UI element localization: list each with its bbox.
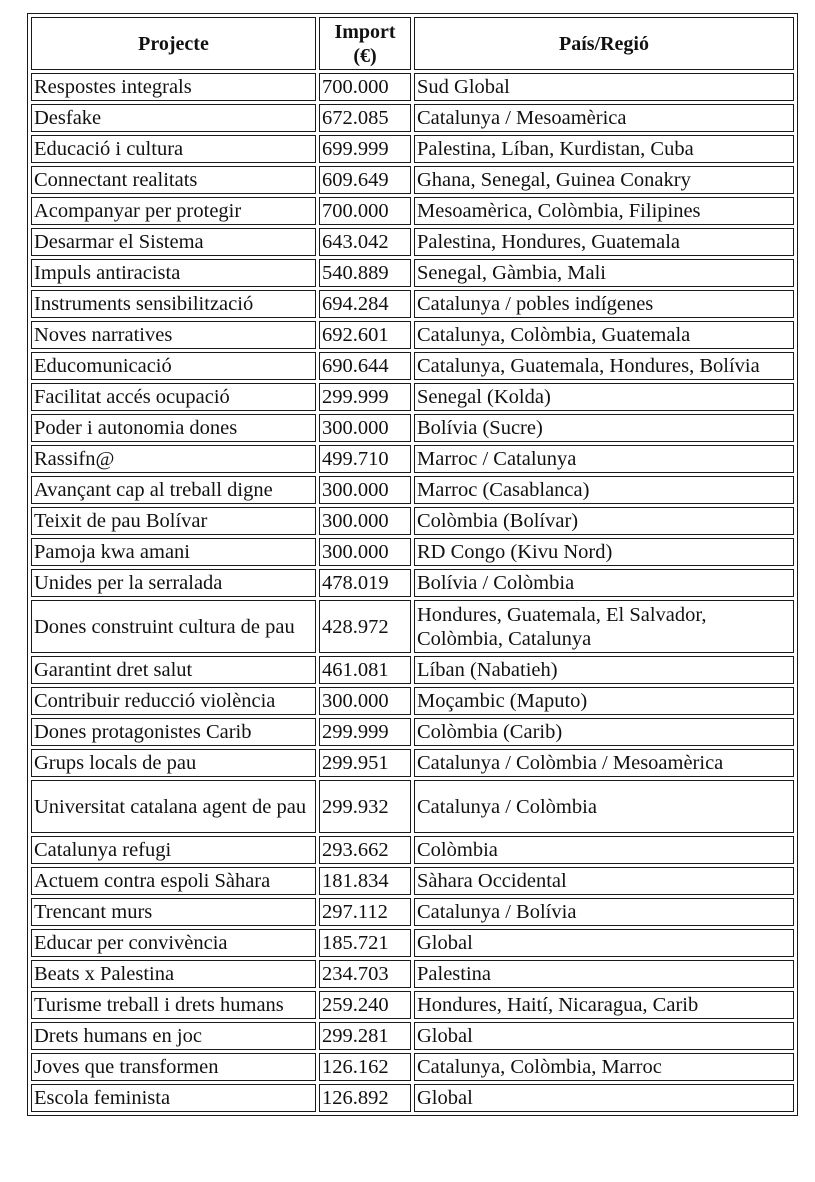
cell-amount: 428.972 <box>319 600 411 653</box>
table-row <box>31 991 794 1019</box>
cell-region: RD Congo (Kivu Nord) <box>414 538 794 566</box>
table-row <box>31 166 794 194</box>
table-row <box>31 104 794 132</box>
cell-region: Marroc / Catalunya <box>414 445 794 473</box>
table-row <box>31 290 794 318</box>
cell-amount: 609.649 <box>319 166 411 194</box>
table-row <box>31 898 794 926</box>
cell-amount: 126.162 <box>319 1053 411 1081</box>
cell-region: Global <box>414 1022 794 1050</box>
cell-amount: 672.085 <box>319 104 411 132</box>
table-row <box>31 445 794 473</box>
cell-amount: 699.999 <box>319 135 411 163</box>
projects-table <box>27 13 798 1116</box>
cell-amount: 299.999 <box>319 383 411 411</box>
cell-region: Catalunya, Colòmbia, Marroc <box>414 1053 794 1081</box>
table-row <box>31 197 794 225</box>
table-header-row <box>31 17 794 70</box>
cell-project: Impuls antiracista <box>31 259 316 287</box>
cell-region: Catalunya / Colòmbia <box>414 780 794 833</box>
table-row <box>31 414 794 442</box>
table-row <box>31 259 794 287</box>
cell-region: Colòmbia <box>414 836 794 864</box>
table-row <box>31 718 794 746</box>
cell-project: Instruments sensibilització <box>31 290 316 318</box>
header-project: Projecte <box>31 17 316 70</box>
cell-project: Desarmar el Sistema <box>31 228 316 256</box>
cell-amount: 300.000 <box>319 476 411 504</box>
table-row <box>31 656 794 684</box>
cell-project: Rassifn@ <box>31 445 316 473</box>
cell-amount: 690.644 <box>319 352 411 380</box>
cell-project: Connectant realitats <box>31 166 316 194</box>
cell-amount: 181.834 <box>319 867 411 895</box>
cell-project: Joves que transformen <box>31 1053 316 1081</box>
cell-region: Catalunya / Mesoamèrica <box>414 104 794 132</box>
table-row <box>31 321 794 349</box>
cell-region: Bolívia (Sucre) <box>414 414 794 442</box>
cell-project: Actuem contra espoli Sàhara <box>31 867 316 895</box>
cell-amount: 700.000 <box>319 197 411 225</box>
cell-project: Respostes integrals <box>31 73 316 101</box>
table-row <box>31 73 794 101</box>
cell-amount: 299.281 <box>319 1022 411 1050</box>
cell-project: Turisme treball i drets humans <box>31 991 316 1019</box>
cell-project: Poder i autonomia dones <box>31 414 316 442</box>
cell-amount: 300.000 <box>319 507 411 535</box>
cell-region: Palestina, Hondures, Guatemala <box>414 228 794 256</box>
cell-region: Hondures, Haití, Nicaragua, Carib <box>414 991 794 1019</box>
cell-amount: 300.000 <box>319 687 411 715</box>
header-region: País/Regió <box>414 17 794 70</box>
cell-region: Líban (Nabatieh) <box>414 656 794 684</box>
table-row <box>31 1084 794 1112</box>
cell-amount: 478.019 <box>319 569 411 597</box>
cell-region: Catalunya / Bolívia <box>414 898 794 926</box>
cell-project: Acompanyar per protegir <box>31 197 316 225</box>
cell-project: Dones protagonistes Carib <box>31 718 316 746</box>
cell-project: Universitat catalana agent de pau <box>31 780 316 833</box>
table-row <box>31 780 794 833</box>
cell-region: Colòmbia (Bolívar) <box>414 507 794 535</box>
table-row <box>31 228 794 256</box>
table-row <box>31 749 794 777</box>
cell-region: Catalunya / Colòmbia / Mesoamèrica <box>414 749 794 777</box>
cell-amount: 300.000 <box>319 538 411 566</box>
cell-amount: 540.889 <box>319 259 411 287</box>
cell-project: Beats x Palestina <box>31 960 316 988</box>
cell-region: Marroc (Casablanca) <box>414 476 794 504</box>
cell-amount: 126.892 <box>319 1084 411 1112</box>
cell-project: Educació i cultura <box>31 135 316 163</box>
cell-region: Catalunya, Colòmbia, Guatemala <box>414 321 794 349</box>
cell-amount: 694.284 <box>319 290 411 318</box>
cell-project: Avançant cap al treball digne <box>31 476 316 504</box>
cell-amount: 299.999 <box>319 718 411 746</box>
cell-project: Grups locals de pau <box>31 749 316 777</box>
cell-region: Ghana, Senegal, Guinea Conakry <box>414 166 794 194</box>
table-row <box>31 867 794 895</box>
cell-project: Escola feminista <box>31 1084 316 1112</box>
cell-region: Hondures, Guatemala, El Salvador, Colòmbia, Catalunya <box>414 600 794 653</box>
table-row <box>31 135 794 163</box>
cell-amount: 297.112 <box>319 898 411 926</box>
cell-region: Global <box>414 1084 794 1112</box>
table-row <box>31 507 794 535</box>
cell-project: Garantint dret salut <box>31 656 316 684</box>
table-row <box>31 929 794 957</box>
cell-region: Sud Global <box>414 73 794 101</box>
cell-region: Senegal, Gàmbia, Mali <box>414 259 794 287</box>
table-row <box>31 836 794 864</box>
cell-region: Mesoamèrica, Colòmbia, Filipines <box>414 197 794 225</box>
cell-region: Colòmbia (Carib) <box>414 718 794 746</box>
cell-amount: 299.932 <box>319 780 411 833</box>
cell-project: Drets humans en joc <box>31 1022 316 1050</box>
cell-amount: 293.662 <box>319 836 411 864</box>
cell-project: Trencant murs <box>31 898 316 926</box>
cell-region: Sàhara Occidental <box>414 867 794 895</box>
cell-region: Catalunya / pobles indígenes <box>414 290 794 318</box>
table-row <box>31 960 794 988</box>
table-row <box>31 383 794 411</box>
cell-amount: 692.601 <box>319 321 411 349</box>
cell-amount: 259.240 <box>319 991 411 1019</box>
cell-region: Palestina <box>414 960 794 988</box>
cell-amount: 299.951 <box>319 749 411 777</box>
projects-table-container <box>27 13 798 1116</box>
cell-amount: 643.042 <box>319 228 411 256</box>
cell-project: Educomunicació <box>31 352 316 380</box>
cell-region: Catalunya, Guatemala, Hondures, Bolívia <box>414 352 794 380</box>
cell-amount: 300.000 <box>319 414 411 442</box>
table-row <box>31 600 794 653</box>
cell-amount: 185.721 <box>319 929 411 957</box>
cell-region: Bolívia / Colòmbia <box>414 569 794 597</box>
cell-region: Palestina, Líban, Kurdistan, Cuba <box>414 135 794 163</box>
header-amount: Import (€) <box>319 17 411 70</box>
cell-project: Noves narratives <box>31 321 316 349</box>
table-row <box>31 538 794 566</box>
cell-amount: 499.710 <box>319 445 411 473</box>
cell-project: Unides per la serralada <box>31 569 316 597</box>
table-row <box>31 1022 794 1050</box>
cell-amount: 461.081 <box>319 656 411 684</box>
cell-project: Catalunya refugi <box>31 836 316 864</box>
table-row <box>31 1053 794 1081</box>
cell-region: Moçambic (Maputo) <box>414 687 794 715</box>
table-body <box>31 73 794 1112</box>
cell-project: Educar per convivència <box>31 929 316 957</box>
cell-project: Teixit de pau Bolívar <box>31 507 316 535</box>
cell-project: Desfake <box>31 104 316 132</box>
cell-amount: 700.000 <box>319 73 411 101</box>
table-row <box>31 352 794 380</box>
table-row <box>31 476 794 504</box>
cell-project: Contribuir reducció violència <box>31 687 316 715</box>
table-row <box>31 569 794 597</box>
cell-project: Pamoja kwa amani <box>31 538 316 566</box>
cell-amount: 234.703 <box>319 960 411 988</box>
cell-project: Dones construint cultura de pau <box>31 600 316 653</box>
table-row <box>31 687 794 715</box>
cell-region: Global <box>414 929 794 957</box>
cell-project: Facilitat accés ocupació <box>31 383 316 411</box>
cell-region: Senegal (Kolda) <box>414 383 794 411</box>
